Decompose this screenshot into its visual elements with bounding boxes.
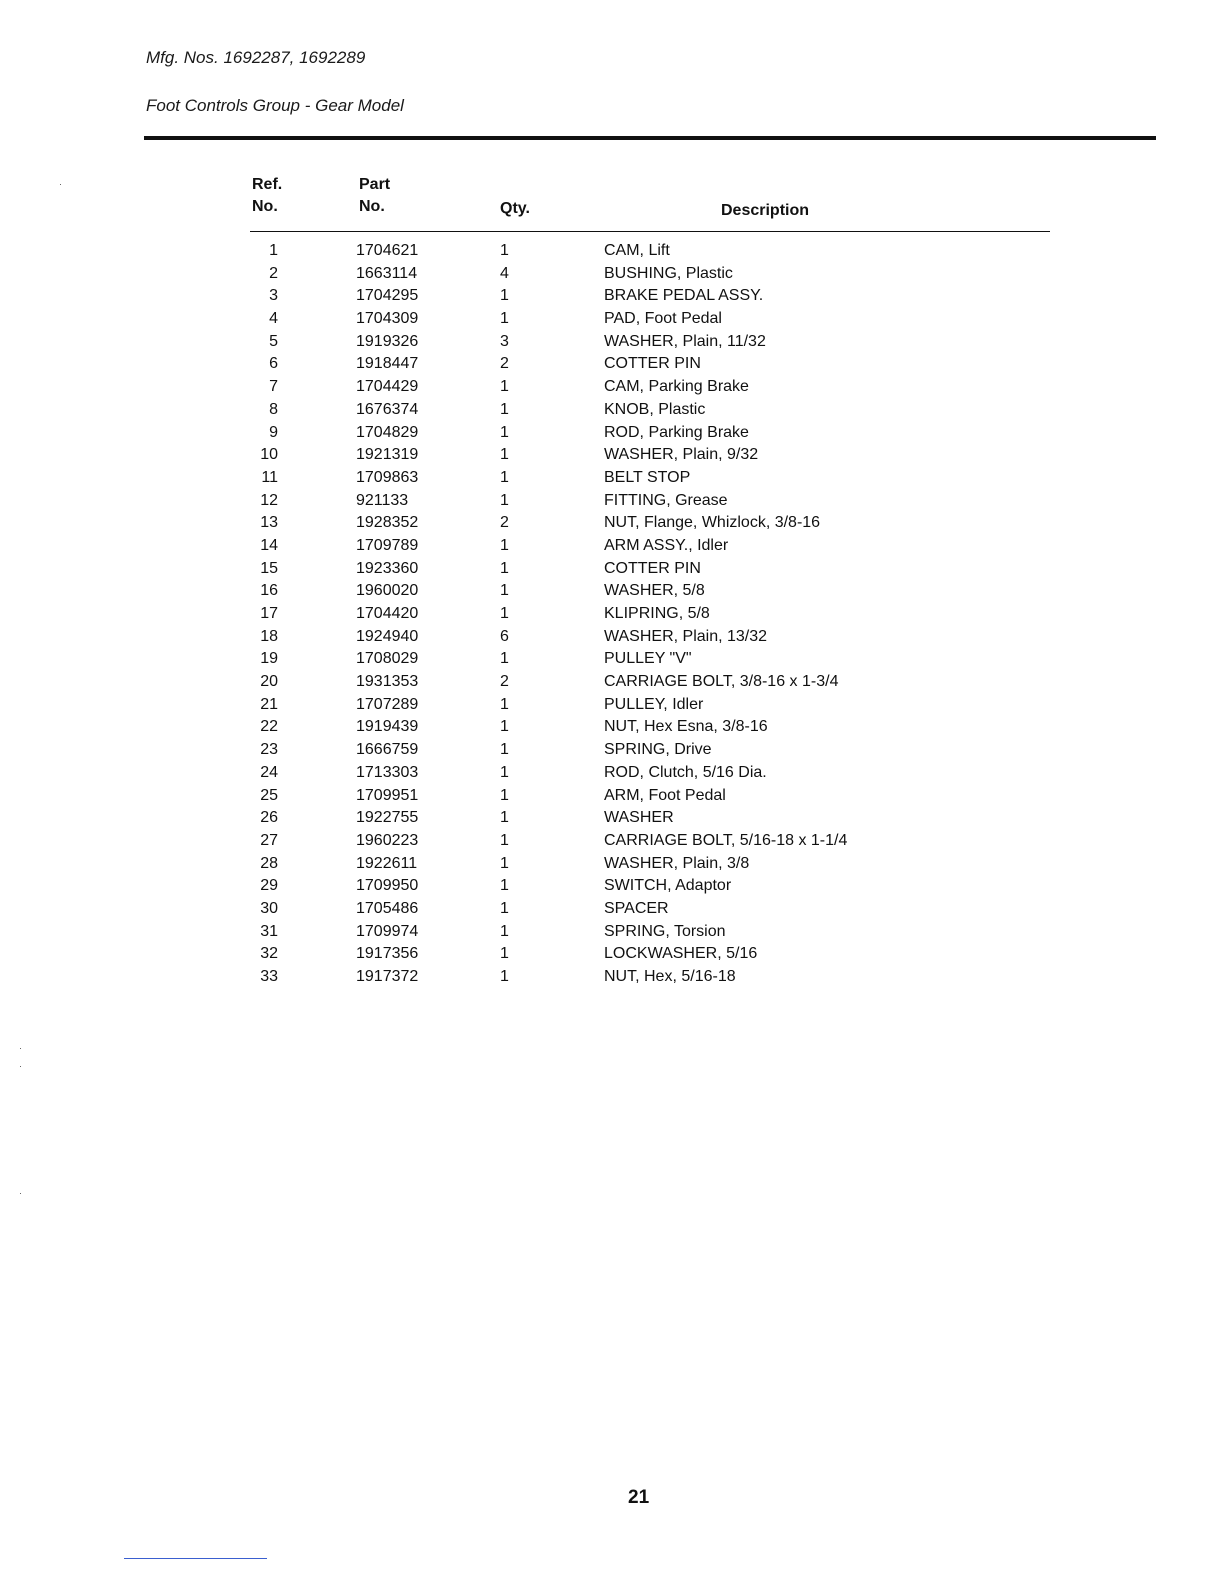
qty-cell: 6 xyxy=(500,627,509,645)
part-no-cell: 1931353 xyxy=(356,673,419,691)
part-no-cell: 1960223 xyxy=(356,831,419,849)
qty-cell: 1 xyxy=(500,945,509,963)
qty-cell: 1 xyxy=(500,491,509,509)
ref-no-cell: 23 xyxy=(260,741,278,759)
ref-no-cell: 30 xyxy=(260,899,278,917)
qty-cell: 1 xyxy=(500,650,509,668)
description-cell: BRAKE PEDAL ASSY. xyxy=(604,287,764,305)
description-cell: WASHER, Plain, 13/32 xyxy=(604,627,768,645)
ref-no-cell: 17 xyxy=(260,605,278,622)
qty-cell: 1 xyxy=(500,400,509,418)
scan-speck xyxy=(20,1048,21,1049)
table-row xyxy=(0,762,1224,785)
ref-no-cell: 13 xyxy=(260,514,278,532)
description-cell: ROD, Clutch, 5/16 Dia. xyxy=(604,763,767,781)
part-no-cell: 1924940 xyxy=(356,627,419,645)
ref-no-cell: 32 xyxy=(260,945,278,963)
qty-cell: 1 xyxy=(500,763,509,781)
qty-cell: 1 xyxy=(500,741,509,759)
part-no-cell: 1709950 xyxy=(356,877,419,895)
qty-cell: 2 xyxy=(500,673,509,691)
qty-cell: 1 xyxy=(500,582,509,600)
table-row xyxy=(0,626,1224,649)
ref-no-cell: 14 xyxy=(260,536,278,554)
table-row xyxy=(0,966,1224,989)
qty-cell: 1 xyxy=(500,809,509,827)
table-row xyxy=(0,671,1224,694)
description-cell: ROD, Parking Brake xyxy=(604,423,749,441)
qty-cell: 3 xyxy=(500,332,509,350)
ref-no-cell: 2 xyxy=(269,264,278,282)
part-no-cell: 1918447 xyxy=(356,355,419,373)
table-row xyxy=(0,490,1224,513)
scan-speck xyxy=(60,184,61,185)
column-header-ref-no: Ref. No. xyxy=(252,176,283,215)
column-header-part-no: Part No. xyxy=(359,176,391,215)
table-row xyxy=(0,853,1224,876)
ref-no-cell: 15 xyxy=(260,559,278,577)
description-cell: WASHER xyxy=(604,809,674,827)
qty-cell: 1 xyxy=(500,446,509,464)
table-row xyxy=(0,716,1224,739)
table-row xyxy=(0,422,1224,445)
part-no-cell: 1704295 xyxy=(356,287,419,305)
qty-cell: 1 xyxy=(500,877,509,895)
qty-cell: 1 xyxy=(500,899,509,917)
ref-no-cell: 31 xyxy=(260,922,278,940)
ref-no-cell: 3 xyxy=(269,287,278,305)
description-cell: PULLEY "V" xyxy=(604,650,692,668)
qty-cell: 1 xyxy=(500,605,509,622)
ref-no-cell: 8 xyxy=(269,400,278,418)
qty-cell: 1 xyxy=(500,718,509,736)
part-no-cell: 1917372 xyxy=(356,968,419,985)
description-cell: ARM, Foot Pedal xyxy=(604,786,726,804)
table-row xyxy=(0,580,1224,603)
description-cell: SPACER xyxy=(604,899,669,917)
part-no-cell: 921133 xyxy=(356,491,409,509)
qty-cell: 1 xyxy=(500,423,509,441)
ref-no-cell: 33 xyxy=(260,968,278,985)
qty-cell: 1 xyxy=(500,536,509,554)
description-cell: WASHER, 5/8 xyxy=(604,582,705,600)
part-no-cell: 1928352 xyxy=(356,514,419,532)
part-no-cell: 1919326 xyxy=(356,332,419,350)
column-header-qty: Qty. xyxy=(500,200,530,217)
table-row xyxy=(0,399,1224,422)
part-no-cell: 1704621 xyxy=(356,242,419,259)
description-cell: FITTING, Grease xyxy=(604,491,728,509)
table-row xyxy=(0,943,1224,966)
page-number: 21 xyxy=(628,1487,650,1508)
table-row xyxy=(0,898,1224,921)
table-row xyxy=(0,353,1224,376)
part-no-cell: 1707289 xyxy=(356,695,419,713)
table-row xyxy=(0,240,1224,263)
table-row xyxy=(0,921,1224,944)
ref-no-cell: 24 xyxy=(260,763,278,781)
description-cell: WASHER, Plain, 9/32 xyxy=(604,446,759,464)
qty-cell: 4 xyxy=(500,264,509,282)
part-no-cell: 1713303 xyxy=(356,763,419,781)
part-no-cell: 1704420 xyxy=(356,605,419,622)
description-cell: CARRIAGE BOLT, 3/8-16 x 1-3/4 xyxy=(604,673,839,691)
table-row xyxy=(0,558,1224,581)
ref-no-cell: 4 xyxy=(269,310,278,328)
ref-no-cell: 22 xyxy=(260,718,278,736)
part-no-cell: 1663114 xyxy=(356,264,418,282)
ref-no-cell: 7 xyxy=(269,378,278,396)
qty-cell: 1 xyxy=(500,922,509,940)
part-no-cell: 1923360 xyxy=(356,559,419,577)
header-divider xyxy=(144,136,1156,140)
ref-no-cell: 20 xyxy=(260,673,278,691)
ref-no-cell: 27 xyxy=(260,831,278,849)
table-row xyxy=(0,830,1224,853)
ref-no-cell: 10 xyxy=(260,446,278,464)
part-no-cell: 1921319 xyxy=(356,446,419,464)
description-cell: CAM, Parking Brake xyxy=(604,378,749,396)
qty-cell: 1 xyxy=(500,310,509,328)
mfg-numbers: Mfg. Nos. 1692287, 1692289 xyxy=(146,48,366,67)
qty-cell: 1 xyxy=(500,786,509,804)
description-cell: PULLEY, Idler xyxy=(604,695,704,713)
table-row xyxy=(0,512,1224,535)
description-cell: WASHER, Plain, 3/8 xyxy=(604,854,750,872)
scan-speck xyxy=(20,1066,21,1067)
description-cell: KNOB, Plastic xyxy=(604,400,706,418)
column-header-description: Description xyxy=(721,202,810,219)
qty-cell: 1 xyxy=(500,559,509,577)
qty-cell: 1 xyxy=(500,968,509,985)
description-cell: NUT, Flange, Whizlock, 3/8-16 xyxy=(604,514,821,532)
table-row xyxy=(0,694,1224,717)
table-row xyxy=(0,444,1224,467)
ref-no-cell: 16 xyxy=(260,582,278,600)
description-cell: KLIPRING, 5/8 xyxy=(604,605,710,622)
qty-cell: 1 xyxy=(500,831,509,849)
description-cell: LOCKWASHER, 5/16 xyxy=(604,945,758,963)
qty-cell: 1 xyxy=(500,378,509,396)
qty-cell: 1 xyxy=(500,695,509,713)
part-no-cell: 1704429 xyxy=(356,378,419,396)
part-no-cell: 1704309 xyxy=(356,310,419,328)
part-no-cell: 1709951 xyxy=(356,786,419,804)
part-no-cell: 1709789 xyxy=(356,536,419,554)
description-cell: SPRING, Torsion xyxy=(604,922,726,940)
qty-cell: 1 xyxy=(500,287,509,305)
table-row xyxy=(0,285,1224,308)
description-cell: BUSHING, Plastic xyxy=(604,264,733,282)
parts-table-body xyxy=(0,240,1224,989)
table-row xyxy=(0,376,1224,399)
description-cell: ARM ASSY., Idler xyxy=(604,536,729,554)
description-cell: COTTER PIN xyxy=(604,355,701,373)
qty-cell: 1 xyxy=(500,242,509,259)
part-no-cell: 1709974 xyxy=(356,922,419,940)
qty-cell: 2 xyxy=(500,514,509,532)
ref-no-cell: 5 xyxy=(269,332,278,350)
ref-no-cell: 11 xyxy=(261,468,278,486)
part-no-cell: 1676374 xyxy=(356,400,419,418)
ref-no-cell: 1 xyxy=(269,242,278,259)
part-no-cell: 1705486 xyxy=(356,899,419,917)
ref-no-cell: 21 xyxy=(260,695,278,713)
part-no-cell: 1709863 xyxy=(356,468,419,486)
ref-no-cell: 18 xyxy=(260,627,278,645)
table-row xyxy=(0,807,1224,830)
table-row xyxy=(0,875,1224,898)
part-no-cell: 1704829 xyxy=(356,423,419,441)
qty-cell: 1 xyxy=(500,854,509,872)
table-row xyxy=(0,331,1224,354)
part-no-cell: 1917356 xyxy=(356,945,419,963)
description-cell: COTTER PIN xyxy=(604,559,701,577)
table-row xyxy=(0,535,1224,558)
description-cell: SPRING, Drive xyxy=(604,741,712,759)
ref-no-cell: 9 xyxy=(269,423,278,441)
ref-no-cell: 6 xyxy=(269,355,278,373)
description-cell: NUT, Hex Esna, 3/8-16 xyxy=(604,718,768,736)
description-cell: WASHER, Plain, 11/32 xyxy=(604,332,766,350)
description-cell: PAD, Foot Pedal xyxy=(604,310,722,328)
qty-cell: 2 xyxy=(500,355,509,373)
table-row xyxy=(0,739,1224,762)
part-no-cell: 1922611 xyxy=(356,854,418,872)
ref-no-cell: 19 xyxy=(260,650,278,668)
description-cell: BELT STOP xyxy=(604,468,691,486)
ref-no-cell: 29 xyxy=(260,877,278,895)
description-cell: CARRIAGE BOLT, 5/16-18 x 1-1/4 xyxy=(604,831,848,849)
part-no-cell: 1708029 xyxy=(356,650,419,668)
table-row xyxy=(0,308,1224,331)
table-row xyxy=(0,648,1224,671)
table-row xyxy=(0,603,1224,626)
part-no-cell: 1922755 xyxy=(356,809,419,827)
part-no-cell: 1919439 xyxy=(356,718,419,736)
ref-no-cell: 25 xyxy=(260,786,278,804)
group-title: Foot Controls Group - Gear Model xyxy=(146,96,404,115)
footer-rule xyxy=(124,1558,267,1559)
scan-speck xyxy=(20,1193,21,1194)
description-cell: SWITCH, Adaptor xyxy=(604,877,732,895)
ref-no-cell: 12 xyxy=(260,491,278,509)
description-cell: NUT, Hex, 5/16-18 xyxy=(604,968,736,985)
ref-no-cell: 28 xyxy=(260,854,278,872)
description-cell: CAM, Lift xyxy=(604,242,670,259)
table-header-rule xyxy=(250,231,1050,232)
table-row xyxy=(0,263,1224,286)
ref-no-cell: 26 xyxy=(260,809,278,827)
qty-cell: 1 xyxy=(500,468,509,486)
table-row xyxy=(0,467,1224,490)
part-no-cell: 1666759 xyxy=(356,741,419,759)
table-row xyxy=(0,785,1224,808)
part-no-cell: 1960020 xyxy=(356,582,419,600)
